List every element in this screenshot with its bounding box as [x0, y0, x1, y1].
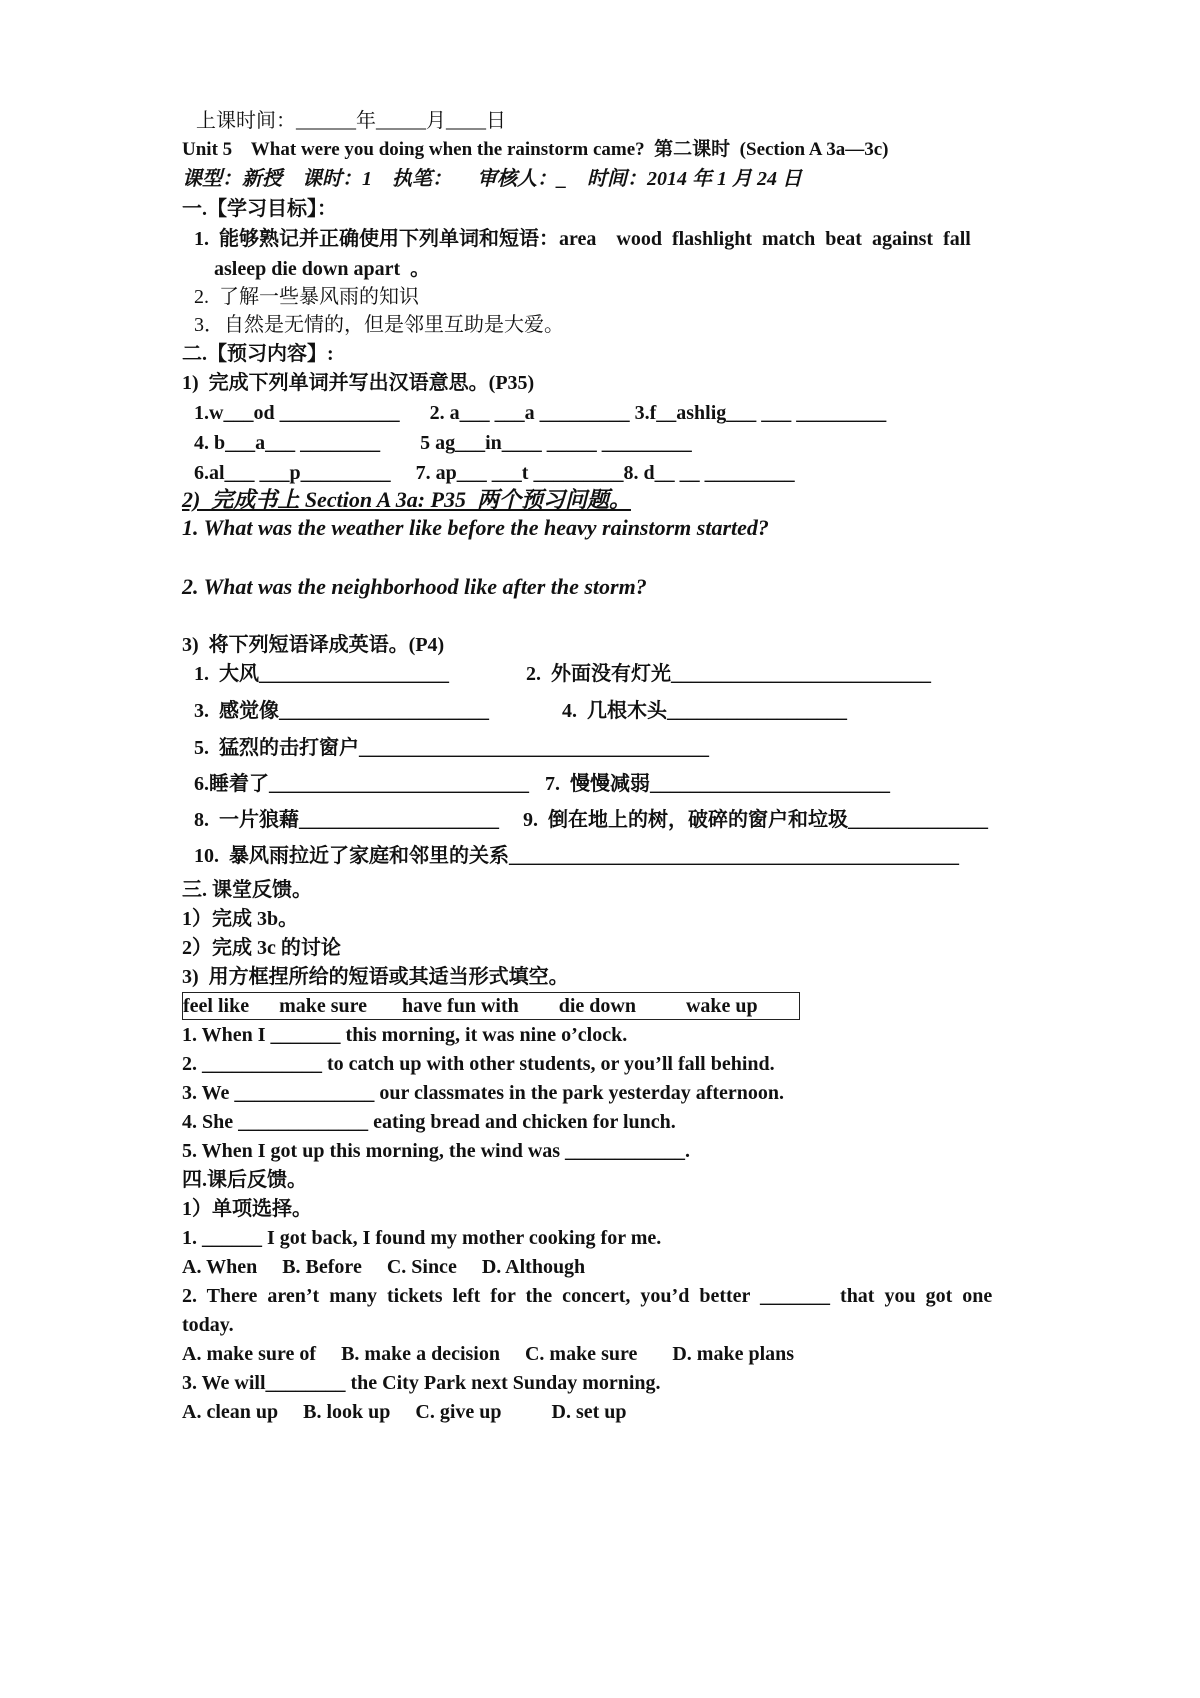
word-row-3: 6.al___ ___p_________ 7. ap___ ___t _________8. d__ __ _________: [194, 462, 795, 484]
mc-question-2: 2. There aren’t many tickets left for the concert, you’d better _______ that you got one: [182, 1285, 993, 1307]
task-3b: 1）完成 3b。: [182, 908, 299, 930]
phrase-9: 9. 倒在地上的树，破碎的窗户和垃圾______________: [523, 809, 988, 831]
phrase-1: 1. 大风___________________: [194, 663, 449, 685]
mc-options-1: A. When B. Before C. Since D. Although: [182, 1256, 586, 1278]
objective-1-cont: asleep die down apart 。: [214, 258, 431, 280]
word-row-1: 1.w___od ____________ 2. a___ ___a _________ 3.f__ashlig___ ___ _________: [194, 402, 887, 424]
phrase-10: 10. 暴风雨拉近了家庭和邻里的关系_____________________________________________: [194, 845, 959, 867]
part-3-title: 3) 将下列短语译成英语。(P4): [182, 634, 445, 656]
mc-options-3: A. clean up B. look up C. give up D. set up: [182, 1401, 627, 1423]
lesson-meta: 课型：新授 课时：1 执笔： 审核人：_ 时间：2014 年 1 月 24 日: [182, 168, 802, 190]
phrase-5: 5. 猛烈的击打窗户___________________________________: [194, 737, 709, 759]
part-1-title: 1) 完成下列单词并写出汉语意思。(P35): [182, 372, 535, 394]
preview-question-1: 1. What was the weather like before the heavy rainstorm started?: [182, 515, 769, 540]
objective-3: 3．自然是无情的，但是邻里互助是大爱。: [194, 314, 564, 336]
class-date-line: 上课时间：______年_____月____日: [196, 110, 506, 132]
section-4-heading: 四.课后反馈。: [182, 1169, 307, 1191]
mc-question-2-cont: today.: [182, 1314, 234, 1336]
phrase-3: 3. 感觉像_____________________: [194, 700, 489, 722]
mc-question-3: 3. We will________ the City Park next Sunday morning.: [182, 1372, 661, 1394]
fill-5: 5. When I got up this morning, the wind was ____________.: [182, 1140, 691, 1162]
unit-title: Unit 5 What were you doing when the rainstorm came? 第二课时 (Section A 3a—3c): [182, 139, 889, 160]
mc-question-1: 1. ______ I got back, I found my mother cooking for me.: [182, 1227, 662, 1249]
section-2-heading: 二.【预习内容】:: [182, 343, 334, 365]
preview-question-2: 2. What was the neighborhood like after the storm?: [182, 574, 647, 599]
section-1-heading: 一.【学习目标】：: [182, 198, 337, 220]
fill-2: 2. ____________ to catch up with other students, or you’ll fall behind.: [182, 1053, 775, 1075]
phrase-4: 4. 几根木头__________________: [562, 700, 847, 722]
phrase-8: 8. 一片狼藉____________________: [194, 809, 499, 831]
section-4-sub: 1）单项选择。: [182, 1198, 312, 1220]
word-row-2: 4. b___a___ ________ 5 ag___in____ _____ _________: [194, 432, 692, 454]
fill-1: 1. When I _______ this morning, it was nine o’clock.: [182, 1024, 628, 1046]
fill-3: 3. We ______________ our classmates in the park yesterday afternoon.: [182, 1082, 785, 1104]
phrase-box: feel like make sure have fun with die down wake up: [182, 992, 800, 1020]
mc-options-2: A. make sure of B. make a decision C. make sure D. make plans: [182, 1343, 795, 1365]
task-3c: 2）完成 3c 的讨论: [182, 937, 341, 959]
phrase-2: 2. 外面没有灯光__________________________: [526, 663, 931, 685]
objective-1: 1. 能够熟记并正确使用下列单词和短语：area wood flashlight match beat against fall: [194, 228, 971, 250]
phrase-7: 7. 慢慢减弱________________________: [545, 773, 890, 795]
phrase-6: 6.睡着了__________________________: [194, 773, 529, 795]
fill-4: 4. She _____________ eating bread and chicken for lunch.: [182, 1111, 676, 1133]
section-3-heading: 三. 课堂反馈。: [182, 879, 312, 901]
task-box-fill: 3) 用方框捏所给的短语或其适当形式填空。: [182, 966, 569, 988]
objective-2: 2. 了解一些暴风雨的知识: [194, 286, 419, 308]
part-2-title: 2) 完成书上 Section A 3a: P35 两个预习问题。: [182, 487, 631, 512]
